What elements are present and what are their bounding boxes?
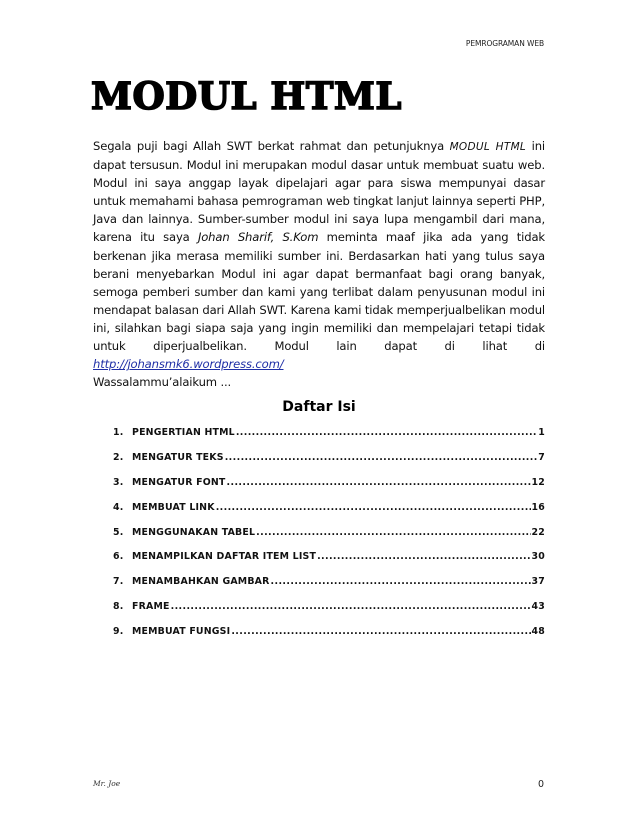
toc-item-number: 9. <box>113 626 124 638</box>
toc-item-label: MENGGUNAKAN TABEL <box>132 526 256 538</box>
closing-greeting: Wassalammu’alaikum ... <box>93 375 232 390</box>
website-link[interactable]: http://johansmk6.wordpress.com/ <box>93 357 284 372</box>
toc-item[interactable] <box>113 502 545 527</box>
toc-item-page: 22 <box>531 526 545 538</box>
toc-item[interactable] <box>113 576 545 601</box>
toc-item[interactable] <box>113 601 545 626</box>
toc-item-number: 1. <box>113 427 124 438</box>
toc-item[interactable] <box>113 551 545 576</box>
toc-item[interactable] <box>113 527 545 552</box>
module-name: MODUL HTML <box>449 141 527 153</box>
toc-item-label: FRAME <box>132 601 170 613</box>
toc-leader-dots <box>171 601 531 612</box>
toc-item[interactable] <box>113 477 545 502</box>
toc-item-label: MENAMBAHKAN GAMBAR <box>132 576 270 588</box>
intro-text-3: meminta maaf jika ada yang tidak berkenan jika merasa memiliki sumber ini. Berdasarkan hati yang tulus saya berani menyebarkan Modul ini agar dapat bermanfaat bagi orang banyak, semoga pemberi sumber dan kami yang terlibat dalam penyusunan modul ini mendapat balasan dari Allah SWT. Karena kami tidak memperjualbelikan modul ini, silahkan bagi siapa saja yang ingin memiliki dan mempelajari tetapi tidak untuk diperjualbelikan. Modul lain dapat di lihat di <box>93 230 545 354</box>
toc-item-page: 1 <box>538 427 545 438</box>
toc-item-number: 8. <box>113 601 124 613</box>
toc-item-number: 7. <box>113 576 124 588</box>
toc-leader-dots <box>231 626 530 637</box>
toc-item-page: 43 <box>531 601 545 613</box>
toc-item-number: 2. <box>113 451 124 463</box>
toc-item-label: MEMBUAT LINK <box>132 501 215 513</box>
toc-item[interactable] <box>113 452 545 477</box>
toc-item-number: 4. <box>113 501 124 513</box>
intro-text-1: Segala puji bagi Allah SWT berkat rahmat dan petunjuknya <box>93 139 450 153</box>
toc-item-page: 12 <box>531 476 545 488</box>
toc-leader-dots <box>225 452 538 463</box>
document-title: MODUL HTML <box>91 74 402 118</box>
toc-item-page: 37 <box>531 576 545 588</box>
toc-item-label: PENGERTIAN HTML <box>132 427 235 438</box>
toc-item[interactable] <box>113 626 545 651</box>
toc-item-page: 30 <box>531 551 545 563</box>
toc-title: Daftar Isi <box>282 399 356 415</box>
toc-item-label: MEMBUAT FUNGSI <box>132 626 231 638</box>
toc-item-page: 48 <box>531 626 545 638</box>
toc-leader-dots <box>256 527 530 538</box>
intro-text-2: ini dapat tersusun. Modul ini merupakan modul dasar untuk membuat suatu web. Modul ini saya anggap layak dipelajari agar para siswa mempunyai dasar untuk memahami bahasa pemrograman web tingkat lanjut lainnya seperti PHP, Java dan lainnya. Sumber-sumber modul ini saya lupa mengambil dari mana, karena itu saya <box>93 139 545 245</box>
toc-item-number: 3. <box>113 476 124 488</box>
toc-item-number: 6. <box>113 551 124 563</box>
toc-leader-dots <box>236 427 537 438</box>
table-of-contents <box>113 427 545 651</box>
toc-leader-dots <box>271 576 531 587</box>
toc-item-number: 5. <box>113 526 124 538</box>
running-header: PEMROGRAMAN WEB <box>465 39 544 48</box>
toc-leader-dots <box>227 477 531 488</box>
toc-item-page: 7 <box>538 451 545 463</box>
toc-item-page: 16 <box>531 501 545 513</box>
toc-item-label: MENGATUR FONT <box>132 476 226 488</box>
intro-paragraph <box>93 137 545 391</box>
toc-item-label: MENGATUR TEKS <box>132 451 224 463</box>
footer-author: Mr. Joe <box>93 779 121 788</box>
toc-leader-dots <box>216 502 531 513</box>
author-name: Johan Sharif, S.Kom <box>197 230 319 245</box>
toc-item-label: MENAMPILKAN DAFTAR ITEM LIST <box>132 551 317 563</box>
toc-item[interactable] <box>113 427 545 452</box>
footer-page-number: 0 <box>537 779 544 790</box>
toc-leader-dots <box>317 551 530 562</box>
